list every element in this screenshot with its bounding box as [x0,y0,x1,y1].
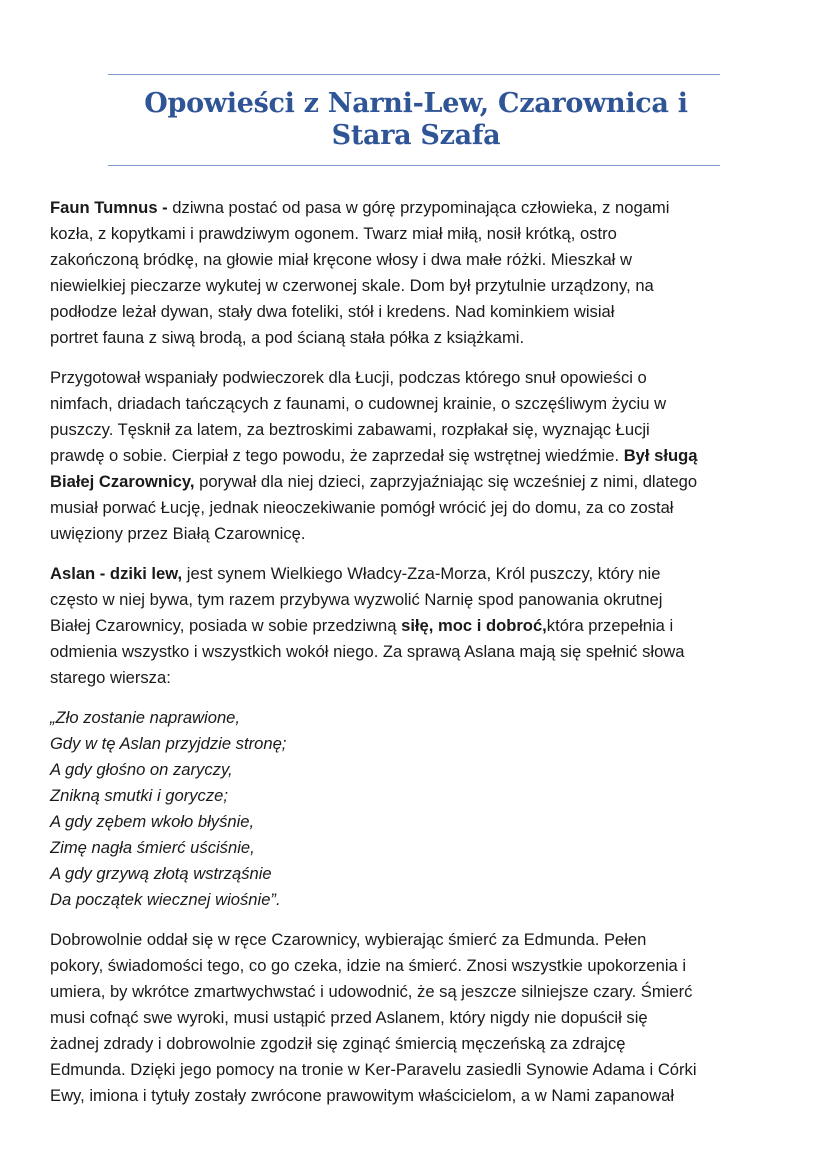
document-title [60,88,772,152]
bold-text: Był sługą [623,446,698,465]
text-segment: jest synem Wielkiego Władcy-Zza-Morza, Król puszczy, który nie [182,564,661,583]
text-segment: portret fauna z siwą brodą, a pod ścianą stała półka z książkami. [50,328,525,347]
text-segment: niewielkiej pieczarze wykutej w czerwonej skale. Dom był przytulnie urządzony, na [50,276,654,295]
bold-text: Aslan - dziki lew, [50,564,183,583]
text-line [50,953,780,979]
text-line [50,887,780,913]
text-line [50,495,780,521]
paragraph [50,927,780,1109]
title-top-rule [108,74,720,75]
text-segment: Edmunda. Dzięki jego pomocy na tronie w Ker-Paravelu zasiedli Synowie Adama i Córki [50,1060,697,1079]
text-segment: zakończoną bródkę, na głowie miał kręcone włosy i dwa małe różki. Mieszkał w [50,250,632,269]
text-line [50,639,780,665]
text-segment: starego wiersza: [50,668,171,687]
italic-text: Da początek wiecznej wiośnie”. [50,890,281,909]
text-line [50,835,780,861]
text-segment: odmienia wszystko i wszystkich wokół niego. Za sprawą Aslana mają się spełnić słowa [50,642,685,661]
text-line [50,469,780,495]
title-bottom-rule [108,165,720,166]
text-line [50,521,780,547]
text-line [50,757,780,783]
italic-text: Gdy w tę Aslan przyjdzie stronę; [50,734,287,753]
document-body [50,195,780,1123]
text-segment: żadnej zdrady i dobrowolnie zgodził się zginąć śmiercią męczeńską za zdrajcę [50,1034,626,1053]
text-line [50,587,780,613]
title-line-1: Opowieści z Narni-Lew, Czarownica i [144,88,688,119]
bold-text: Białej Czarownicy, [50,472,195,491]
text-line [50,705,780,731]
text-segment: Przygotował wspaniały podwieczorek dla Łucji, podczas którego snuł opowieści o [50,368,647,387]
bold-text: Faun Tumnus - [50,198,173,217]
italic-text: „Zło zostanie naprawione, [50,708,241,727]
text-line [50,979,780,1005]
text-segment: dziwna postać od pasa w górę przypominająca człowieka, z nogami [172,198,670,217]
text-segment: podłodze leżał dywan, stały dwa foteliki, stół i kredens. Nad kominkiem wisiał [50,302,615,321]
text-line [50,1083,780,1109]
text-segment: która przepełnia i [546,616,674,635]
text-line [50,927,780,953]
text-segment: kozła, z kopytkami i prawdziwym ogonem. Twarz miał miłą, nosił krótką, ostro [50,224,617,243]
text-line [50,783,780,809]
text-line [50,417,780,443]
text-line [50,1057,780,1083]
italic-text: A gdy zębem wkoło błyśnie, [50,812,255,831]
italic-text: Zimę nagła śmierć uściśnie, [50,838,255,857]
text-segment: porywał dla niej dzieci, zaprzyjaźniając się wcześniej z nimi, dlatego [194,472,698,491]
text-line [50,665,780,691]
text-segment: często w niej bywa, tym razem przybywa wyzwolić Narnię spod panowania okrutnej [50,590,663,609]
text-segment: prawdę o sobie. Cierpiał z tego powodu, że zaprzedał się wstrętnej wiedźmie. [50,446,624,465]
text-line [50,247,780,273]
text-segment: Dobrowolnie oddał się w ręce Czarownicy, wybierając śmierć za Edmunda. Pełen [50,930,647,949]
italic-text: Znikną smutki i gorycze; [50,786,228,805]
text-segment: Ewy, imiona i tytuły zostały zwrócone prawowitym właścicielom, a w Nami zapanował [50,1086,675,1105]
text-segment: uwięziony przez Białą Czarownicę. [50,524,306,543]
bold-text: siłę, moc i dobroć, [401,616,547,635]
text-segment: Białej Czarownicy, posiada w sobie przedziwną [50,616,402,635]
text-segment: pokory, świadomości tego, co go czeka, idzie na śmierć. Znosi wszystkie upokorzenia i [50,956,687,975]
paragraph [50,365,780,547]
text-line [50,731,780,757]
text-line [50,1031,780,1057]
text-line [50,861,780,887]
text-line [50,195,780,221]
text-line [50,325,780,351]
text-segment: nimfach, driadach tańczących z faunami, o cudownej krainie, o szczęśliwym życiu w [50,394,667,413]
italic-text: A gdy grzywą złotą wstrząśnie [50,864,272,883]
text-line [50,365,780,391]
text-line [50,1005,780,1031]
italic-text: A gdy głośno on zaryczy, [50,760,233,779]
text-line [50,561,780,587]
text-segment: musiał porwać Łucję, jednak nieoczekiwanie pomógł wrócić jej do domu, za co został [50,498,674,517]
text-segment: umiera, by wkrótce zmartwychwstać i udowodnić, że są jeszcze silniejsze czary. Śmierć [50,982,693,1001]
text-line [50,221,780,247]
text-line [50,809,780,835]
text-segment: puszczy. Tęsknił za latem, za beztroskimi zabawami, rozpłakał się, wyznając Łucji [50,420,650,439]
text-line [50,299,780,325]
text-segment: musi cofnąć swe wyroki, musi ustąpić przed Aslanem, który nigdy nie dopuścił się [50,1008,648,1027]
text-line [50,391,780,417]
paragraph [50,195,780,351]
text-line [50,443,780,469]
title-line-2: Stara Szafa [331,120,501,151]
text-line [50,613,780,639]
text-line [50,273,780,299]
poem-quote [50,705,780,913]
paragraph [50,561,780,691]
